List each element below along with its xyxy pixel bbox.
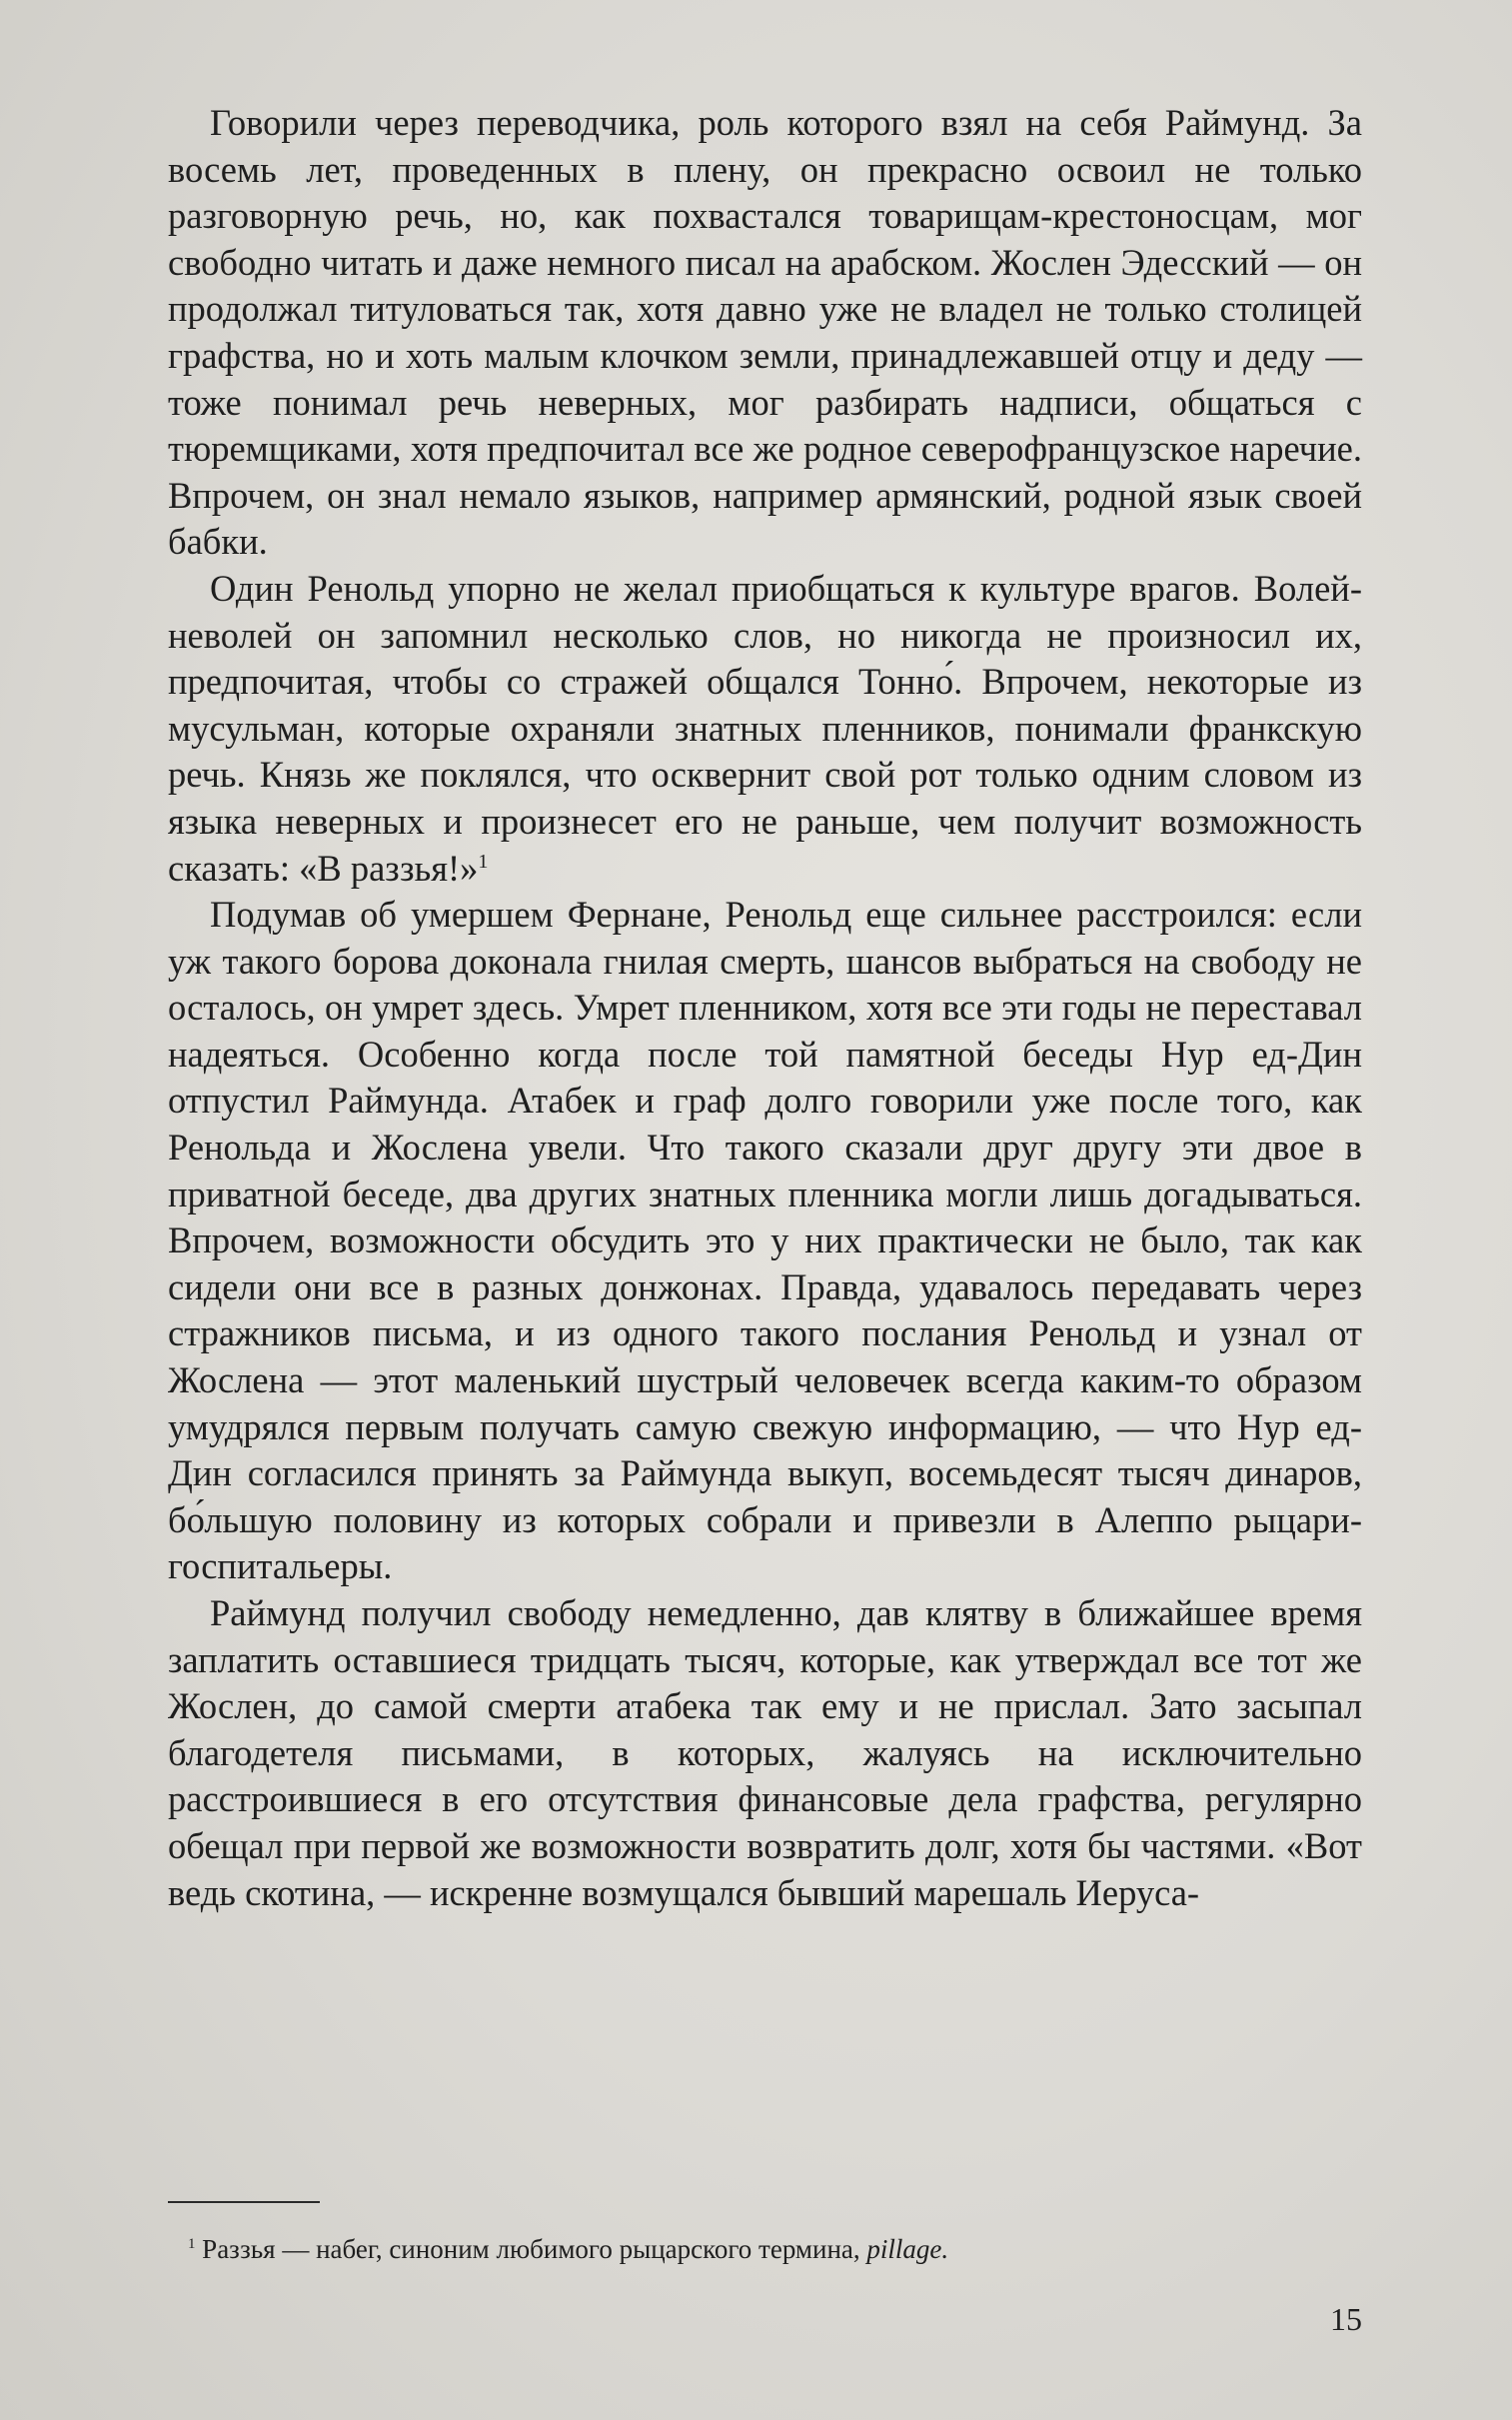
paragraph-1: Говорили через переводчика, роль которого взял на себя Раймунд. За восемь лет, проведенных в плену, он прекрасно освоил не только разговорную речь, но, как похвастался товарищам-крестоносцам, мог свободно читать и даже немного писал на арабском. Жослен Эдесский — он продолжал титуловаться так, хотя давно уже не владел не только столицей графства, но и хоть малым клочком земли, принадлежавшей отцу и деду — тоже понимал речь неверных, мог разбирать надписи, общаться с тюремщиками, хотя предпочитал все же родное северофранцузское наречие. Впрочем, он знал немало языков, например армянский, родной язык своей бабки.	[168, 102, 1362, 563]
footnote-divider	[168, 2201, 320, 2203]
paragraph-2	[168, 566, 1362, 892]
footnote-text: Раззья — набег, синоним любимого рыцарского термина,	[202, 2234, 860, 2264]
footnote-term: pillage.	[866, 2234, 949, 2264]
paragraph-4: Раймунд получил свободу немедленно, дав клятву в ближайшее время заплатить оставшиеся тридцать тысяч, которые, как утверждал все тот же Жослен, до самой смерти атабека так ему и не прислал. Зато засыпал благодетеля письмами, в которых, жалуясь на исключительно расстроившиеся в его отсутствия финансовые дела графства, регулярно обещал при первой же возможности возвратить долг, хотя бы частями. «Вот ведь скотина, — искренне возмущался бывший марешаль Иеруса-	[168, 1592, 1362, 1913]
footnote	[168, 2231, 1362, 2267]
footnote-marker: 1	[188, 2236, 196, 2252]
main-text	[168, 100, 1362, 1916]
page-number: 15	[1330, 2301, 1362, 2337]
footnote-reference: 1	[478, 850, 489, 873]
paragraph-3: Подумав об умершем Фернане, Ренольд еще сильнее расстроился: если уж такого борова доконала гнилая смерть, шансов выбраться на свободу не осталось, он умрет здесь. Умрет пленником, хотя все эти годы не переставал надеяться. Особенно когда после той памятной беседы Нур ед-Дин отпустил Раймунда. Атабек и граф долго говорили уже после того, как Ренольда и Жослена увели. Что такого сказали друг другу эти двое в приватной беседе, два других знатных пленника могли лишь догадываться. Впрочем, возможности обсудить это у них практически не было, так как сидели они все в разных донжонах. Правда, удавалось передавать через стражников письма, и из одного такого послания Ренольд и узнал от Жослена — этот маленький шустрый человечек всегда каким-то образом умудрялся первым получать самую свежую информацию, — что Нур ед-Дин согласился принять за Раймунда выкуп, восемьдесят тысяч динаров, бо́льшую половину из которых собрали и привезли в Алеппо рыцари-госпитальеры.	[168, 894, 1362, 1587]
paragraph-2-text: Один Ренольд упорно не желал приобщаться к культуре врагов. Волей-неволей он запомнил несколько слов, но никогда не произносил их, предпочитая, чтобы со стражей общался Тонно́. Впрочем, некоторые из мусульман, которые охраняли знатных пленников, понимали франкскую речь. Князь же поклялся, что осквернит свой рот только одним словом из языка неверных и произнесет его не раньше, чем получит возможность сказать: «В раззья!»	[168, 567, 1362, 889]
